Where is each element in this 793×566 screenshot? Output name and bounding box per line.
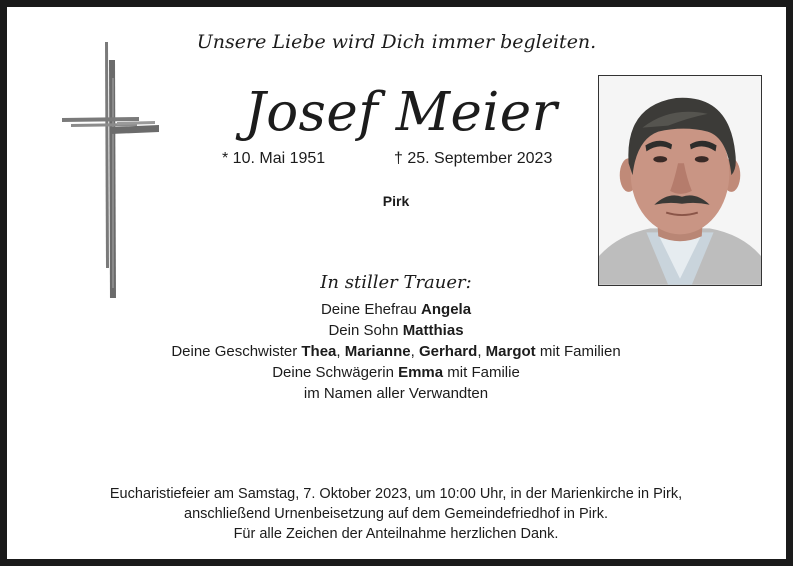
mourner-suffix: mit Familien xyxy=(535,343,621,360)
birth-date: * 10. Mai 1951 xyxy=(222,150,326,167)
mourner-relation: Dein Sohn xyxy=(328,322,403,339)
mourners-list xyxy=(7,299,785,404)
service-info xyxy=(7,484,785,544)
mourner-name: Emma xyxy=(398,364,444,381)
obituary-card xyxy=(7,7,786,559)
mourner-name: Thea xyxy=(301,343,337,360)
mourner-line-siblings xyxy=(7,341,785,362)
mourning-heading: In stiller Trauer: xyxy=(320,272,472,293)
mourner-relation: Deine Schwägerin xyxy=(272,364,399,381)
mourner-line-sister-in-law xyxy=(7,362,785,383)
mourner-line-relatives: im Namen aller Verwandten xyxy=(303,385,489,402)
mourner-name: Matthias xyxy=(402,322,464,339)
mourner-name: Marianne xyxy=(344,343,411,360)
portrait-photo xyxy=(598,75,762,286)
mourner-name: Margot xyxy=(485,343,536,360)
motto: Unsere Liebe wird Dich immer begleiten. xyxy=(196,31,597,53)
service-line-burial: anschließend Urnenbeisetzung auf dem Gemeindefriedhof in Pirk. xyxy=(184,506,608,522)
mourner-name: Angela xyxy=(421,301,472,318)
mourner-name: Gerhard xyxy=(418,343,478,360)
mourner-line-son xyxy=(7,320,785,341)
deceased-name: Josef Meier xyxy=(244,82,558,143)
cross-icon xyxy=(59,38,159,298)
hometown: Pirk xyxy=(382,193,410,209)
separator: , xyxy=(336,343,345,360)
death-date: † 25. September 2023 xyxy=(394,150,553,167)
mourner-relation: Deine Ehefrau xyxy=(320,301,422,318)
mourner-suffix: mit Familie xyxy=(443,364,520,381)
mourner-relation: Deine Geschwister xyxy=(171,343,302,360)
separator: , xyxy=(477,343,486,360)
separator: , xyxy=(410,343,419,360)
service-line-mass: Eucharistiefeier am Samstag, 7. Oktober 2023, um 10:00 Uhr, in der Marienkirche in Pirk, xyxy=(109,486,683,502)
service-line-thanks: Für alle Zeichen der Anteilnahme herzlichen Dank. xyxy=(233,526,559,542)
mourner-line-spouse xyxy=(7,299,785,320)
